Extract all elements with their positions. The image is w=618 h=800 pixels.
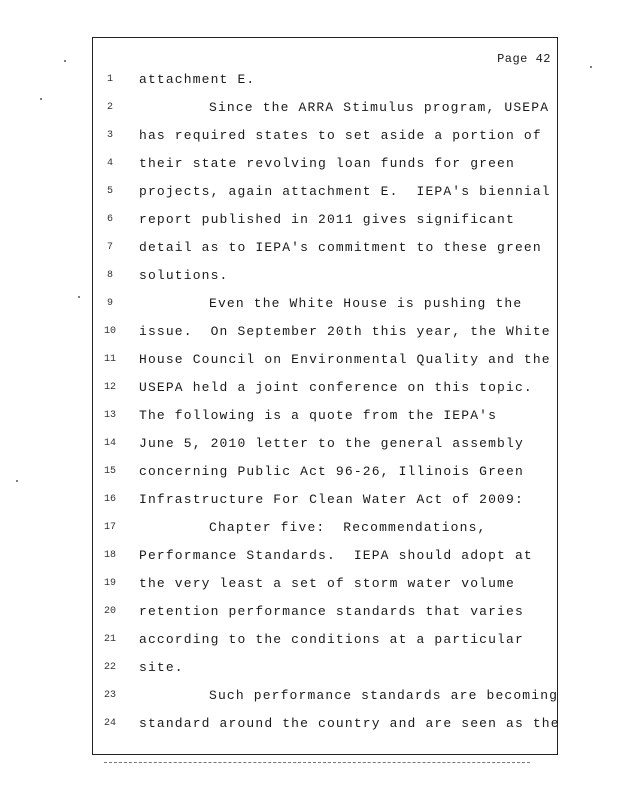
line-text: Since the ARRA Stimulus program, USEPA <box>209 100 550 115</box>
scan-speck <box>64 60 66 62</box>
line-text: The following is a quote from the IEPA's <box>139 408 498 423</box>
line-text: projects, again attachment E. IEPA's biennial <box>139 184 551 199</box>
transcript-line <box>93 464 557 492</box>
transcript-line <box>93 184 557 212</box>
line-text: report published in 2011 gives significant <box>139 212 515 227</box>
line-number: 23 <box>103 690 116 701</box>
line-text: Infrastructure For Clean Water Act of 2009: <box>139 492 524 507</box>
transcript-line <box>93 380 557 408</box>
scan-speck <box>40 98 42 100</box>
line-text: House Council on Environmental Quality and the <box>139 352 551 367</box>
line-text: their state revolving loan funds for green <box>139 156 515 171</box>
line-text: has required states to set aside a portion of <box>139 128 542 143</box>
transcript-line <box>93 352 557 380</box>
line-number: 2 <box>106 102 113 113</box>
bottom-rule <box>104 762 530 763</box>
transcript-page-frame <box>92 37 558 755</box>
transcript-line <box>93 296 557 324</box>
line-number: 6 <box>106 214 113 225</box>
line-number: 3 <box>106 130 113 141</box>
line-text: issue. On September 20th this year, the White <box>139 324 551 339</box>
line-number: 12 <box>103 382 116 393</box>
line-text: June 5, 2010 letter to the general assembly <box>139 436 524 451</box>
transcript-line <box>93 660 557 688</box>
transcript-line <box>93 268 557 296</box>
transcript-line <box>93 716 560 744</box>
line-number: 13 <box>103 410 116 421</box>
transcript-line <box>93 492 557 520</box>
line-number: 7 <box>106 242 113 253</box>
scan-speck <box>78 296 80 298</box>
line-number: 4 <box>106 158 113 169</box>
line-text: concerning Public Act 96-26, Illinois Green <box>139 464 524 479</box>
line-text: site. <box>139 660 184 675</box>
line-number: 15 <box>103 466 116 477</box>
transcript-line <box>93 548 557 576</box>
line-text: the very least a set of storm water volume <box>139 576 515 591</box>
line-text: Chapter five: Recommendations, <box>209 520 487 535</box>
line-text: Performance Standards. IEPA should adopt at <box>139 548 533 563</box>
line-number: 16 <box>103 494 116 505</box>
scan-speck <box>590 66 592 68</box>
transcript-line <box>93 604 557 632</box>
transcript-line <box>93 100 557 128</box>
line-number: 19 <box>103 578 116 589</box>
line-text: detail as to IEPA's commitment to these green <box>139 240 542 255</box>
line-text: standard around the country and are seen as the <box>139 716 560 731</box>
line-number: 11 <box>103 354 116 365</box>
line-number: 10 <box>103 326 116 337</box>
transcript-line <box>93 632 557 660</box>
page-number: Page 42 <box>497 52 551 66</box>
transcript-line <box>93 128 557 156</box>
transcript-line <box>93 436 557 464</box>
line-text: attachment E. <box>139 72 256 87</box>
transcript-line <box>93 240 557 268</box>
scan-speck <box>16 480 18 482</box>
line-text: according to the conditions at a particular <box>139 632 524 647</box>
transcript-line <box>93 408 557 436</box>
line-number: 24 <box>103 718 116 729</box>
transcript-line <box>93 688 557 716</box>
line-number: 20 <box>103 606 116 617</box>
line-text: solutions. <box>139 268 229 283</box>
line-number: 18 <box>103 550 116 561</box>
line-text: Even the White House is pushing the <box>209 296 523 311</box>
transcript-line <box>93 520 557 548</box>
transcript-line <box>93 72 557 100</box>
line-number: 8 <box>106 270 113 281</box>
line-number: 17 <box>103 522 116 533</box>
line-text: USEPA held a joint conference on this topic. <box>139 380 533 395</box>
line-number: 14 <box>103 438 116 449</box>
line-number: 5 <box>106 186 113 197</box>
transcript-line <box>93 576 557 604</box>
line-number: 9 <box>106 298 113 309</box>
line-text: retention performance standards that varies <box>139 604 524 619</box>
line-number: 21 <box>103 634 116 645</box>
transcript-line <box>93 212 557 240</box>
line-number: 22 <box>103 662 116 673</box>
line-number: 1 <box>106 74 113 85</box>
line-text: Such performance standards are becoming <box>209 688 559 703</box>
transcript-line <box>93 324 557 352</box>
transcript-line <box>93 156 557 184</box>
